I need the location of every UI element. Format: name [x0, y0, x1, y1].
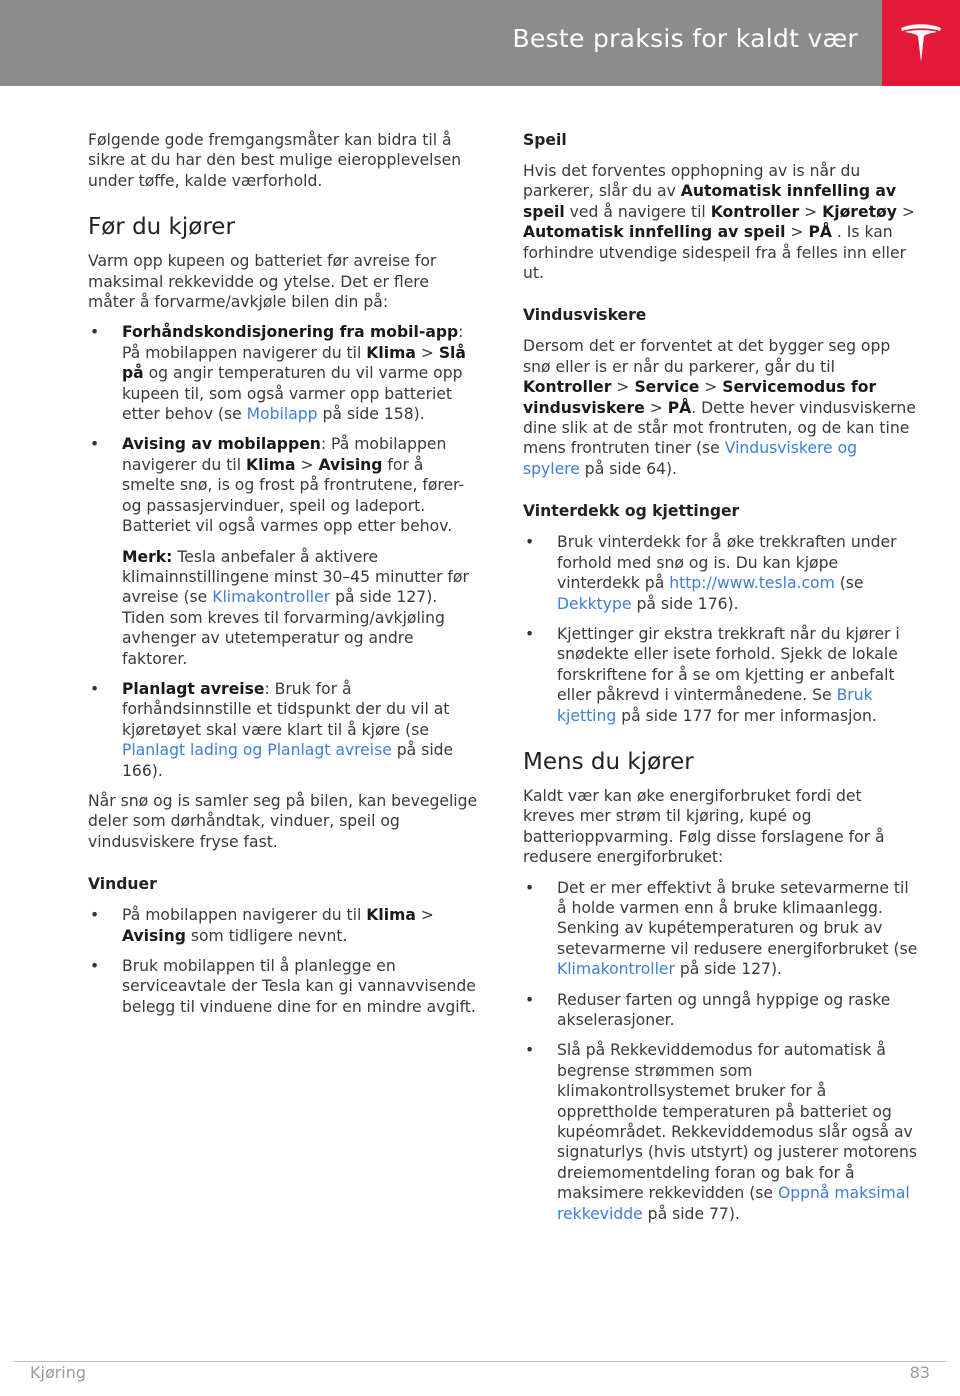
heading-wipers: Vindusviskere: [523, 306, 647, 325]
list-item: • Slå på Rekkeviddemodus for automatisk å begrense strømmen som klimakontrollsystemet bruker for å opprettholde temperaturen på batteriet og kupéområdet. Rekkeviddemodus slår også av signaturlys (hvis utstyrt) og justerer motorens dreiemomentdeling foran og bak for å maksimere rekkevidden (se Oppnå maksimal rekkevidde på side 77).: [523, 1040, 918, 1224]
footer-divider: [14, 1361, 946, 1362]
link-planlagt-lading[interactable]: Planlagt lading og Planlagt avreise: [122, 741, 392, 760]
left-column: [88, 130, 480, 1027]
link-maksimal-rekkevidde[interactable]: Oppnå maksimal rekkevidde: [557, 1184, 910, 1223]
link-mobilapp[interactable]: Mobilapp: [246, 405, 318, 424]
footer-section: Kjøring: [30, 1363, 87, 1382]
list-item: • Forhåndskondisjonering fra mobil-app: På mobilappen navigerer du til Klima > Slå på og angir temperaturen du vil varme opp kupeen til, som også varmer opp batteriet etter behov (se Mobilapp på side 158).: [88, 322, 480, 424]
tesla-logo-icon: [897, 19, 945, 67]
page-title: Beste praksis for kaldt vær: [512, 24, 858, 53]
link-bruk-kjetting[interactable]: Bruk kjetting: [557, 686, 873, 725]
term: Avising av mobilappen: [122, 435, 321, 454]
brand-logo: [882, 0, 960, 86]
list-item: • På mobilappen navigerer du til Klima > Avising som tidligere nevnt.: [88, 905, 480, 946]
heading-mirrors: Speil: [523, 131, 567, 149]
list-item: • Reduser farten og unngå hyppige og raske akselerasjoner.: [523, 990, 918, 1031]
list-item: • Avising av mobilappen: På mobilappen navigerer du til Klima > Avising for å smelte snø, is og frost på frontrutene, fører- og passasjervinduer, speil og ladeport. Batteriet vil også varmes opp etter behov. Merk: Tesla anbefaler å aktivere klimainnstillingene minst 30–45 minutter før avreise (se Klimakontroller på side 127). Tiden som kreves til forvarming/avkjøling avhenger av utetemperatur og andre faktorer.: [88, 434, 480, 668]
term: Planlagt avreise: [122, 679, 265, 698]
tires-list: [523, 532, 918, 726]
paragraph-mirrors: Hvis det forventes opphopning av is når du parkerer, slår du av Automatisk innfelling av speil ved å navigere til Kontroller > Kjøretøy > Automatisk innfelling av speil > PÅ . Is kan forhindre utvendige sidespeil fra å felles inn eller ut.: [523, 162, 915, 283]
heading-before-driving: Før du kjører: [88, 214, 235, 241]
list-item: • Planlagt avreise: Bruk for å forhåndsinnstille et tidspunkt der du vil at kjøretøyet skal være klart til å kjøre (se Planlagt lading og Planlagt avreise på side 166).: [88, 679, 480, 781]
list-item: • Bruk mobilappen til å planlegge en serviceavtale der Tesla kan gi vannavvisende belegg til vinduene dine for en mindre avgift.: [88, 956, 480, 1017]
link-tesla-com[interactable]: http://www.tesla.com: [669, 574, 835, 593]
heading-while-driving: Mens du kjører: [523, 748, 694, 775]
paragraph-while-driving: Kaldt vær kan øke energiforbruket fordi det kreves mer strøm til kjøring, kupé og batterioppvarming. Følg disse forslagene for å redusere energiforbruket:: [523, 786, 885, 867]
right-column: [523, 130, 918, 1234]
page-number: 83: [909, 1363, 930, 1382]
paragraph-preconditioning: Varm opp kupeen og batteriet før avreise for maksimal rekkevidde og ytelse. Det er flere måter å forvarme/avkjøle bilen din på:: [88, 252, 437, 312]
link-vindusviskere[interactable]: Vindusviskere og spylere: [523, 439, 858, 478]
list-item: • Kjettinger gir ekstra trekkraft når du kjører i snødekte eller isete forhold. Sjekk de lokale forskriftene for å se om kjetting er anbefalt eller påkrevd i vintermånedene. Se Bruk kjetting på side 177 for mer informasjon.: [523, 624, 918, 726]
note: Merk: Tesla anbefaler å aktivere klimainnstillingene minst 30–45 minutter før avreise (se Klimakontroller på side 127). Tiden som kreves til forvarming/avkjøling avhenger av utetemperatur og andre faktorer.: [122, 547, 469, 668]
heading-windows: Vinduer: [88, 875, 157, 894]
driving-list: [523, 878, 918, 1225]
link-dekktype[interactable]: Dekktype: [557, 594, 632, 613]
paragraph-snow: Når snø og is samler seg på bilen, kan bevegelige deler som dørhåndtak, vinduer, speil og vindusviskere fryse fast.: [88, 791, 478, 851]
intro-paragraph: Følgende gode fremgangsmåter kan bidra til å sikre at du har den best mulige eieropplevelsen under tøffe, kalde værforhold.: [88, 131, 462, 190]
preconditioning-list: [88, 322, 480, 781]
link-klimakontroller[interactable]: Klimakontroller: [212, 588, 331, 607]
term: Forhåndskondisjonering fra mobil-app: [122, 323, 459, 342]
paragraph-wipers: Dersom det er forventet at det bygger seg opp snø eller is er når du parkerer, går du til Kontroller > Service > Servicemodus for vindusviskere > PÅ. Dette hever vindusviskerne dine slik at de står mot frontruten, og de kan tine mens frontruten tiner (se Vindusviskere og spylere på side 64).: [523, 337, 916, 478]
heading-winter-tires: Vinterdekk og kjettinger: [523, 502, 740, 521]
link-klimakontroller-2[interactable]: Klimakontroller: [557, 960, 675, 979]
list-item: • Bruk vinterdekk for å øke trekkraften under forhold med snø og is. Du kan kjøpe vinterdekk på http://www.tesla.com (se Dekktype på side 176).: [523, 532, 918, 614]
page-header: [0, 0, 960, 86]
list-item: • Det er mer effektivt å bruke setevarmerne til å holde varmen enn å bruke klimaanlegg. Senking av kupétemperaturen og bruk av setevarmerne vil redusere energiforbruket (se Klimakontroller på side 127).: [523, 878, 918, 980]
windows-list: [88, 905, 480, 1017]
